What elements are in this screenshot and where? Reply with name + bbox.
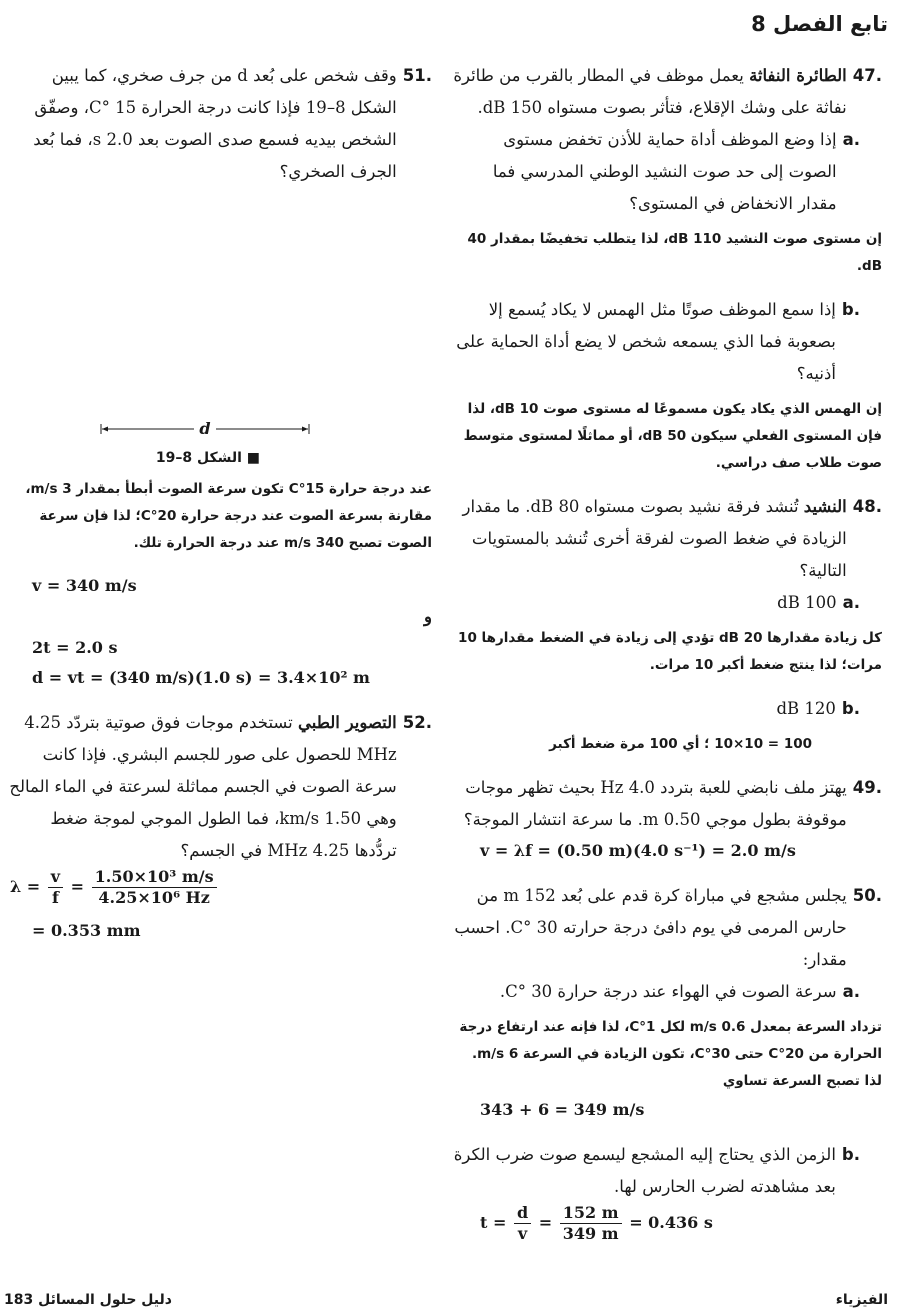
subquestion-48b: .b 120 dB bbox=[452, 693, 860, 725]
figure-distance-label: d bbox=[199, 420, 211, 438]
answer-47a: إن مستوى صوت النشيد 110 dB، لذا يتطلب تخفيضًا بمقدار 40 dB. bbox=[467, 231, 882, 274]
question-47 bbox=[452, 60, 882, 124]
equation-49: v = λf = (0.50 m)(4.0 s⁻¹) = 2.0 m/s bbox=[480, 841, 796, 860]
subquestion-text: 100 dB bbox=[777, 593, 837, 612]
footer-left bbox=[4, 1292, 172, 1308]
equation-51-1: v = 340 m/s bbox=[32, 576, 137, 595]
fraction: $\frac{v}{f}$ bbox=[48, 867, 63, 908]
footer-subject: الفيزياء bbox=[835, 1292, 888, 1308]
distance-arrow bbox=[100, 420, 310, 438]
page-footer bbox=[0, 1284, 900, 1310]
question-text: وقف شخص على بُعد d من جرف صخري، كما يبين الشكل 8–19 فإذا كانت درجة الحرارة 15 °C، وصفّق الشخص بيديه فسمع صدى الصوت بعد 2.0 s، فما بُعد الجرف الصخري؟ bbox=[33, 66, 397, 181]
question-49 bbox=[452, 772, 882, 836]
answer-51: عند درجة حرارة 15°C تكون سرعة الصوت أبطأ بمقدار 3 m/s، مقارنة بسرعة الصوت عند درجة حرارة 20°C؛ لذا فإن سرعة الصوت تصبح 340 m/s عند درجة الحرارة تلك. bbox=[25, 481, 432, 551]
page-number: 183 bbox=[4, 1292, 34, 1308]
subquestion-50b: .b الزمن الذي يحتاج إليه المشجع ليسمع صوت ضرب الكرة بعد مشاهدته لضرب الحارس لها. bbox=[452, 1139, 860, 1203]
question-text: تستخدم موجات فوق صوتية بتردّد 4.25 MHz للحصول على صور للجسم البشري. فإذا كانت سرعة الصوت في الجسم مماثلة لسرعتة في الماء المالح وهي 1.50 km/s، فما الطول الموجي لموجة ضغط تردُّدها 4.25 MHz في الجسم؟ bbox=[9, 713, 397, 860]
subquestion-text: سرعة الصوت في الهواء عند درجة حرارة 30 °C. bbox=[499, 982, 837, 1001]
fraction: $\frac{\text{1.50×10³ m/s}}{\text{4.25×10⁶ Hz}}$ bbox=[92, 867, 217, 908]
answer-50a: تزداد السرعة بمعدل 0.6 m/s لكل 1°C، لذا فإنه عند ارتفاع درجة الحرارة من 20°C حتى 30°C، تكون الزيادة في السرعة 6 m/s. لذا تصبح السرعة تساوي bbox=[459, 1019, 882, 1089]
question-number: .50 bbox=[852, 886, 882, 905]
chapter-title: تابع الفصل 8 bbox=[751, 12, 888, 36]
equation-51-3: d = vt = (340 m/s)(1.0 s) = 3.4×10² m bbox=[32, 668, 370, 687]
equation-52-result: = 0.353 mm bbox=[32, 921, 141, 940]
question-51 bbox=[4, 60, 432, 188]
answer-48b: 100 = 10×10 ؛ أي 100 مرة ضغط أكبر bbox=[549, 736, 812, 752]
subquestion-text: إذا سمع الموظف صوتًا مثل الهمس لا يكاد يُسمع إلا بصعوبة فما الذي يسمعه شخص لا يضع أداة الحماية على أذنيه؟ bbox=[456, 300, 836, 383]
subquestion-50a: .a سرعة الصوت في الهواء عند درجة حرارة 30 °C. bbox=[452, 976, 860, 1008]
question-50 bbox=[452, 880, 882, 976]
equation-52: λ = $\frac{v}{f}$ = $\frac{\text{1.50×10³ m/s}}{\text{4.25×10⁶ Hz}}$ bbox=[4, 867, 432, 908]
subquestion-48a: .a 100 dB bbox=[452, 587, 860, 619]
question-number: .48 bbox=[852, 497, 882, 516]
question-text: تُنشد فرقة نشيد بصوت مستواه 80 dB. ما مقدار الزيادة في ضغط الصوت لفرقة أخرى تُنشد بالمستويات التالية؟ bbox=[462, 497, 847, 580]
equation-50b: t = $\frac{d}{v}$ = $\frac{152 m}{349 m}$ = 0.436 s bbox=[480, 1203, 713, 1243]
answer-48a: كل زيادة مقدارها 20 dB تؤدي إلى زيادة في الضغط مقدارها 10 مرات؛ لذا ينتج ضغط أكبر 10 مرات. bbox=[458, 630, 882, 673]
question-topic: الطائرة النفاثة bbox=[749, 66, 847, 85]
equation-50a: 343 + 6 = 349 m/s bbox=[480, 1100, 645, 1119]
question-52 bbox=[4, 707, 432, 867]
right-column bbox=[452, 60, 882, 1244]
question-number: .47 bbox=[852, 66, 882, 85]
question-text: يعمل موظف في المطار بالقرب من طائرة نفاثة على وشك الإقلاع، فتأثر بصوت مستواه 150 dB. bbox=[453, 66, 847, 117]
answer-47b: إن الهمس الذي يكاد يكون مسموعًا له مستوى صوت 10 dB، لذا فإن المستوى الفعلي سيكون 50 dB، أو مماثلًا لمستوى متوسط صوت طلاب صف دراسي. bbox=[463, 401, 882, 471]
subquestion-text: إذا وضع الموظف أداة حماية للأذن تخفض مستوى الصوت إلى حد صوت النشيد الوطني المدرسي فما مقدار الانخفاض في المستوى؟ bbox=[492, 130, 837, 213]
figure-caption: ■ الشكل 8–19 bbox=[155, 450, 260, 466]
conjunction: و bbox=[424, 607, 432, 626]
subquestion-text: 120 dB bbox=[776, 699, 836, 718]
question-topic: النشيد bbox=[803, 497, 847, 516]
question-number: .49 bbox=[852, 778, 882, 797]
footer-book-title: دليل حلول المسائل bbox=[38, 1292, 172, 1308]
left-column bbox=[4, 60, 432, 946]
subquestion-47b: .b إذا سمع الموظف صوتًا مثل الهمس لا يكاد يُسمع إلا بصعوبة فما الذي يسمعه شخص لا يضع أداة الحماية على أذنيه؟ bbox=[452, 294, 860, 390]
fraction: $\frac{d}{v}$ bbox=[514, 1203, 531, 1244]
equation-51-2: 2t = 2.0 s bbox=[32, 638, 118, 657]
question-number: .52 bbox=[402, 713, 432, 732]
question-text: يهتز ملف نابضي للعبة بتردد 4.0 Hz بحيث تظهر موجات موقوفة بطول موجي 0.50 m. ما سرعة انتشار الموجة؟ bbox=[463, 778, 847, 829]
figure-8-19 bbox=[4, 416, 432, 476]
question-48 bbox=[452, 491, 882, 587]
question-text: يجلس مشجع في مباراة كرة قدم على بُعد 152 m من حارس المرمى في يوم دافئ درجة حرارته 30 °C. احسب مقدار: bbox=[454, 886, 847, 969]
subquestion-47a: .a إذا وضع الموظف أداة حماية للأذن تخفض مستوى الصوت إلى حد صوت النشيد الوطني المدرسي فما مقدار الانخفاض في المستوى؟ bbox=[452, 124, 860, 220]
subquestion-text: الزمن الذي يحتاج إليه المشجع ليسمع صوت ضرب الكرة بعد مشاهدته لضرب الحارس لها. bbox=[453, 1145, 836, 1196]
fraction: $\frac{152 m}{349 m}$ bbox=[560, 1203, 622, 1244]
question-number: .51 bbox=[402, 66, 432, 85]
question-topic: التصوير الطبي bbox=[298, 713, 397, 732]
